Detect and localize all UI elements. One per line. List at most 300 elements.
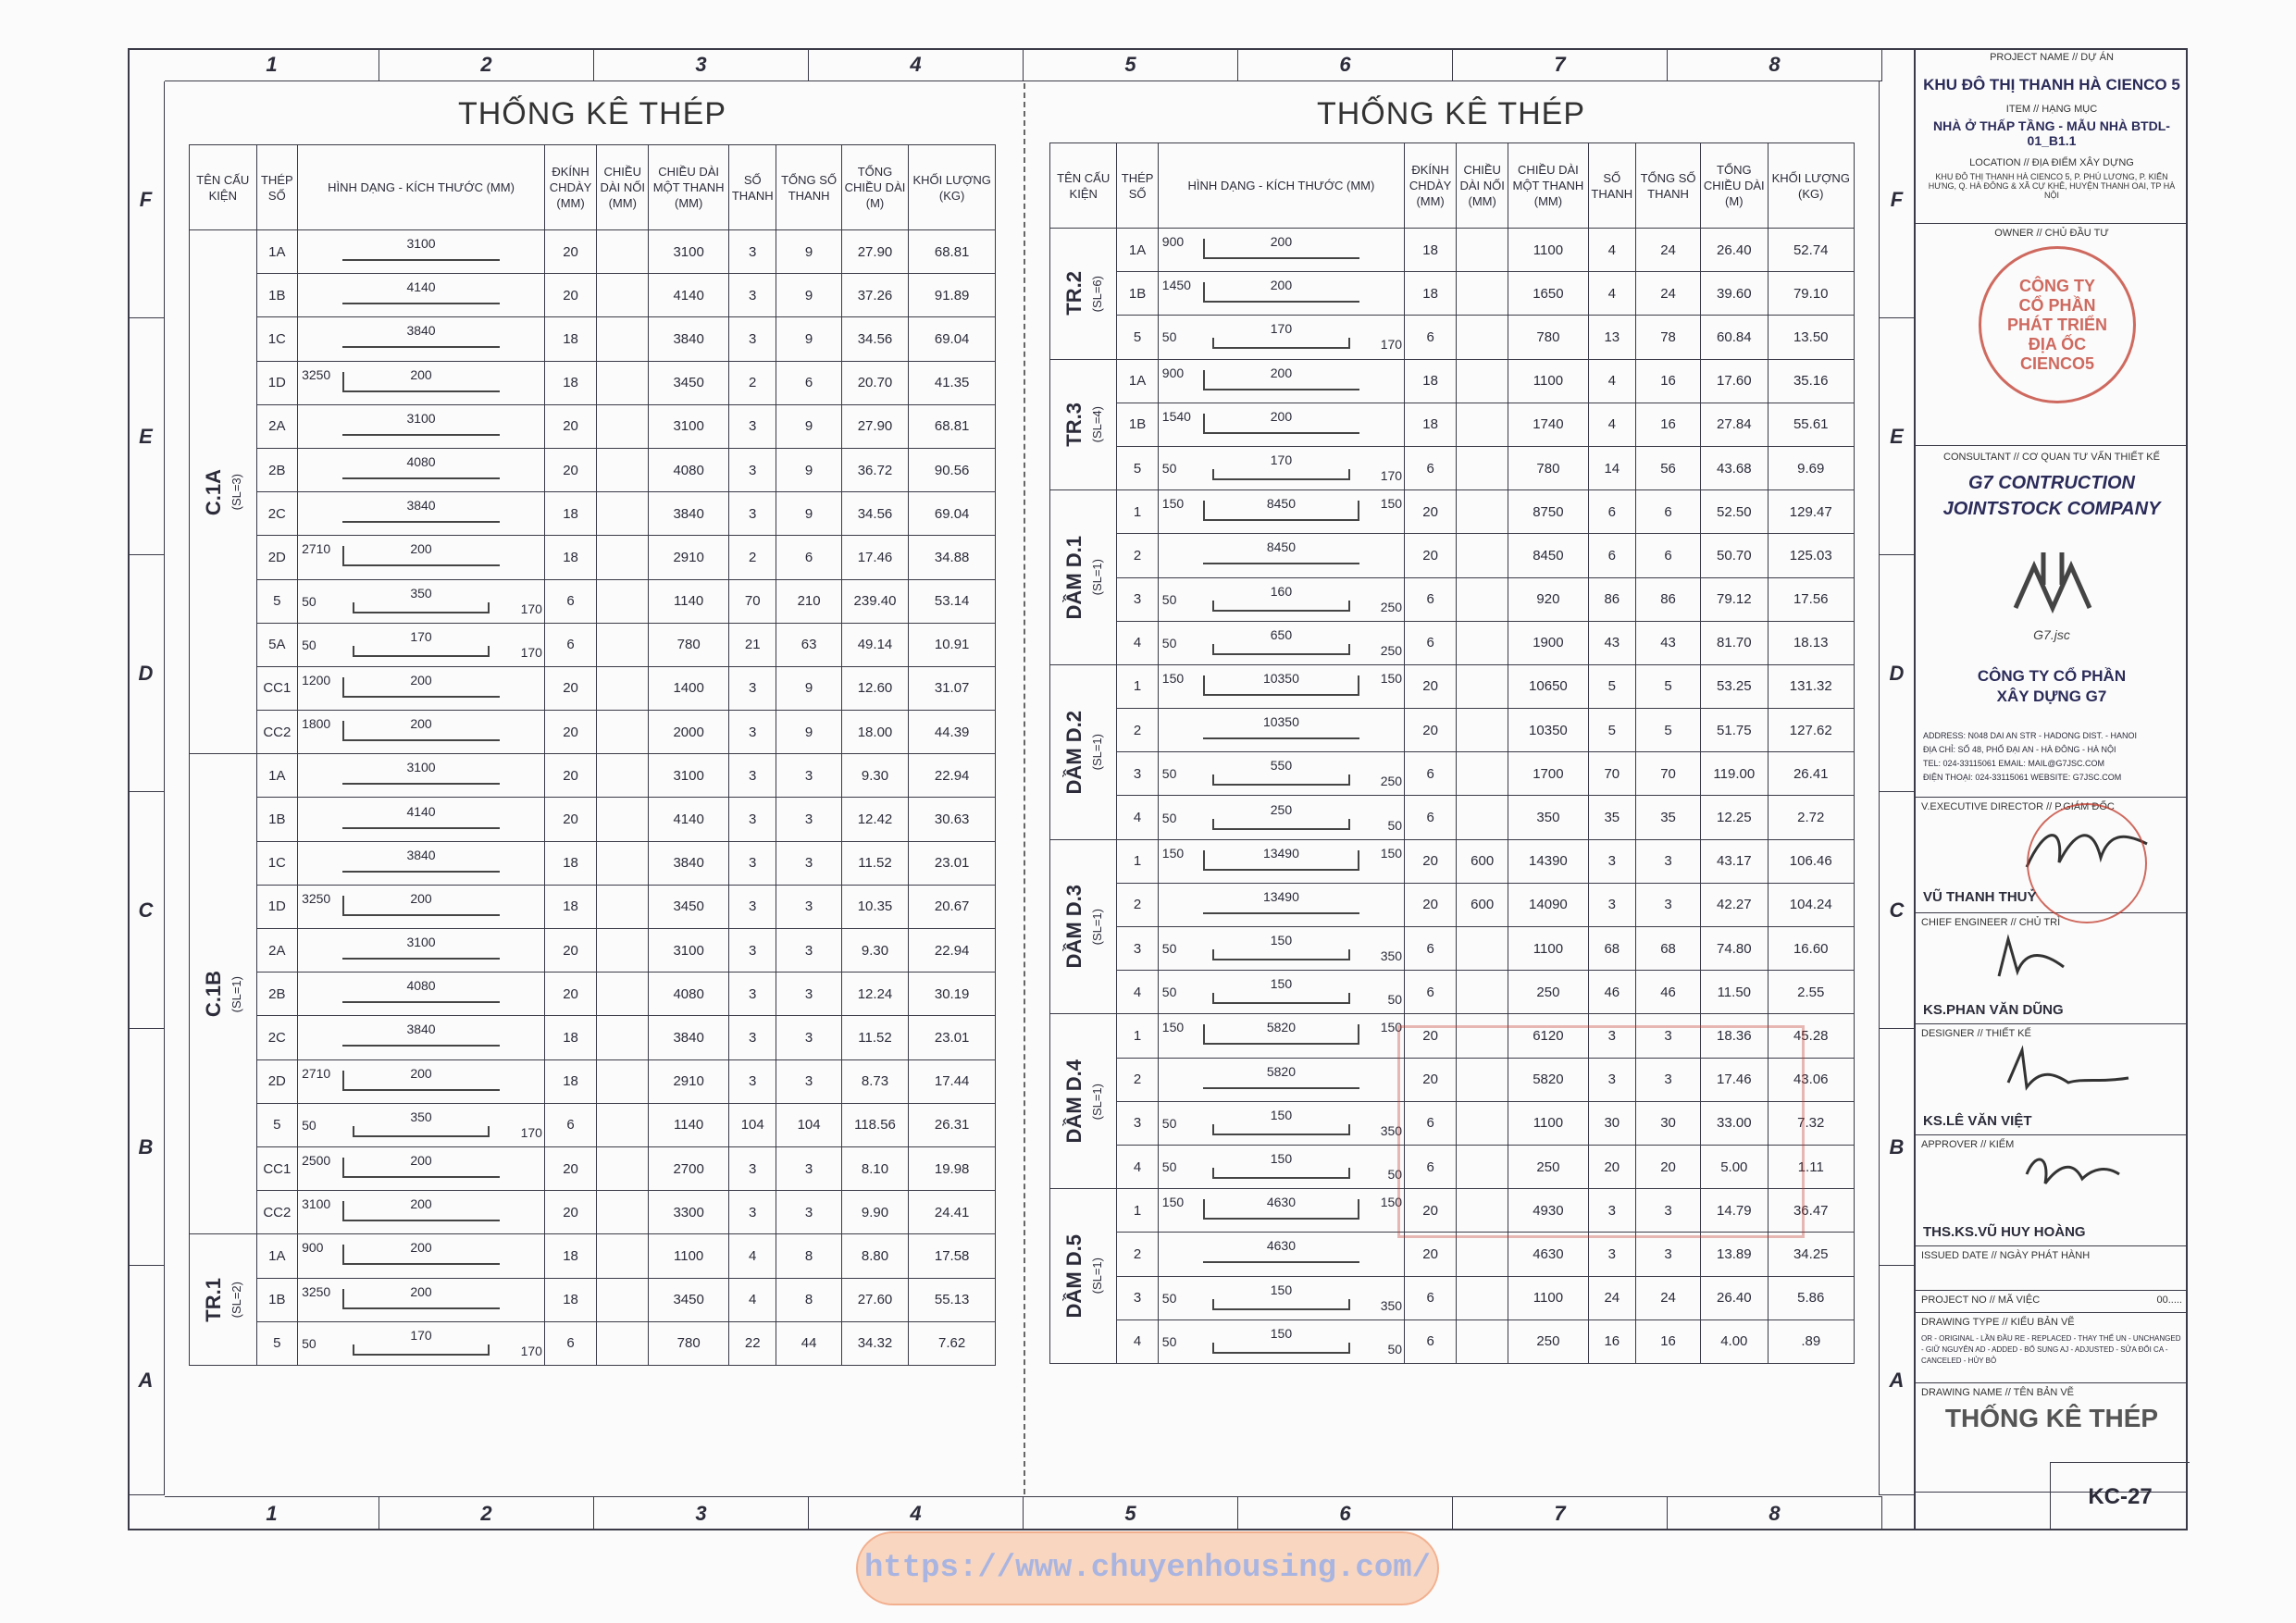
header-cell: KHỐI LƯỢNG (KG): [1768, 143, 1855, 229]
table-row: [1050, 446, 1855, 489]
bar-shape-l: 900 200: [1159, 361, 1404, 402]
diameter: 18: [544, 885, 596, 928]
member-qty: (SL=2): [230, 1281, 244, 1319]
bar-shape-cell: [1158, 839, 1404, 883]
bar-length: 780: [649, 1321, 729, 1365]
table-row: [190, 885, 996, 928]
row-grid-right: [1879, 81, 1914, 1495]
bar-number: 3: [1117, 1276, 1158, 1319]
table-row: [190, 973, 996, 1016]
owner-stamp: [1979, 246, 2136, 403]
total-length: 9.90: [841, 1191, 909, 1234]
header-cell: TÊN CẤU KIỆN: [190, 145, 257, 230]
total-bars: 30: [1636, 1101, 1701, 1145]
lap-length: [597, 754, 649, 798]
table-row: [190, 230, 996, 274]
bar-number: 2B: [256, 448, 297, 491]
total-length: 50.70: [1701, 534, 1768, 577]
bar-shape-cell: [298, 317, 545, 361]
lap-length: [597, 230, 649, 274]
bar-length: 3840: [649, 317, 729, 361]
bar-number: 1: [1117, 1189, 1158, 1233]
table-row: [1050, 577, 1855, 621]
total-length: 43.17: [1701, 839, 1768, 883]
total-length: 53.25: [1701, 664, 1768, 708]
lap-length: [597, 929, 649, 973]
bar-count: 3: [728, 798, 776, 841]
bar-count: 86: [1588, 577, 1635, 621]
table-row: [1050, 359, 1855, 403]
weight: 55.61: [1768, 403, 1855, 446]
lap-length: 600: [1457, 839, 1508, 883]
bar-length: 3840: [649, 1016, 729, 1059]
bar-number: 4: [1117, 971, 1158, 1014]
bar-shape-cell: [1158, 1189, 1404, 1233]
diameter: 20: [1405, 1014, 1457, 1058]
bar-number: 2C: [256, 492, 297, 536]
lap-length: [597, 711, 649, 754]
member-qty: (SL=1): [1090, 734, 1105, 771]
consultant-name: G7 CONTRUCTION JOINTSTOCK COMPANY: [1942, 473, 2161, 519]
header-cell: TỔNG CHIỀU DÀI (M): [1701, 143, 1768, 229]
bar-length: 780: [1508, 316, 1588, 359]
bar-count: 3: [728, 973, 776, 1016]
lap-length: [1457, 621, 1508, 664]
bar-shape-cell: [1158, 1014, 1404, 1058]
bar-count: 14: [1588, 446, 1635, 489]
lap-length: [1457, 752, 1508, 796]
bar-count: 3: [728, 1146, 776, 1190]
bar-count: 16: [1588, 1319, 1635, 1363]
total-bars: 5: [1636, 664, 1701, 708]
bar-count: 4: [1588, 359, 1635, 403]
total-length: 26.40: [1701, 229, 1768, 272]
weight: 106.46: [1768, 839, 1855, 883]
weight: 2.55: [1768, 971, 1855, 1014]
col-label: 2: [379, 48, 594, 81]
total-bars: 16: [1636, 403, 1701, 446]
watermark-url[interactable]: https://www.chuyenhousing.com/: [856, 1531, 1439, 1605]
bar-count: 3: [1588, 1233, 1635, 1276]
lap-length: [597, 885, 649, 928]
total-bars: 9: [776, 711, 841, 754]
diameter: 20: [544, 711, 596, 754]
bar-shape-cell: [1158, 316, 1404, 359]
row-grid-left: [128, 81, 165, 1495]
bar-count: 3: [1588, 839, 1635, 883]
weight: 13.50: [1768, 316, 1855, 359]
lap-length: 600: [1457, 883, 1508, 926]
bar-shape-hook: 50 550 250: [1161, 758, 1403, 789]
bar-length: 14090: [1508, 883, 1588, 926]
diameter: 20: [544, 798, 596, 841]
bar-count: 3: [1588, 1014, 1635, 1058]
bar-count: 3: [728, 274, 776, 317]
bar-shape-cell: [298, 666, 545, 710]
bar-number: 2C: [256, 1016, 297, 1059]
bar-count: 3: [1588, 1189, 1635, 1233]
bar-shape-straight: 4140: [298, 275, 544, 316]
weight: 31.07: [909, 666, 996, 710]
table-row: [190, 1103, 996, 1146]
bar-shape-cell: [1158, 1233, 1404, 1276]
member-name: DẦM D.4: [1062, 1059, 1086, 1144]
col-label: 5: [1024, 1497, 1238, 1530]
chief-label: CHIEF ENGINEER // CHỦ TRÌ: [1921, 917, 2061, 928]
diameter: 20: [1405, 490, 1457, 534]
member-name-cell: [190, 754, 257, 1234]
location-label: LOCATION // ĐỊA ĐIỂM XÂY DỰNG: [1969, 157, 2134, 168]
table-row: [190, 798, 996, 841]
total-length: 13.89: [1701, 1233, 1768, 1276]
table-row: [1050, 709, 1855, 752]
lap-length: [597, 361, 649, 404]
consultant-label: CONSULTANT // CƠ QUAN TƯ VẤN THIẾT KẾ: [1943, 452, 2160, 463]
bar-shape-straight: 5820: [1159, 1059, 1404, 1100]
bar-shape-cell: [1158, 1276, 1404, 1319]
lap-length: [597, 1016, 649, 1059]
bar-shape-cell: [298, 230, 545, 274]
member-name-cell: [1050, 1189, 1117, 1364]
bar-count: 43: [1588, 621, 1635, 664]
total-bars: 3: [776, 1059, 841, 1103]
table-row: [190, 404, 996, 448]
lap-length: [597, 579, 649, 623]
bar-shape-l: 900 200: [1159, 229, 1404, 270]
bar-number: 1C: [256, 841, 297, 885]
member-name-cell: [190, 1234, 257, 1366]
bar-count: 3: [728, 1016, 776, 1059]
bar-length: 4930: [1508, 1189, 1588, 1233]
bar-shape-straight: 4080: [298, 450, 544, 490]
member-name: C.1B: [202, 971, 226, 1018]
bar-length: 3450: [649, 1278, 729, 1321]
total-bars: 86: [1636, 577, 1701, 621]
total-bars: 8: [776, 1278, 841, 1321]
col-label: 8: [1668, 48, 1882, 81]
header-cell: TỔNG SỐ THANH: [776, 145, 841, 230]
bar-number: 4: [1117, 1145, 1158, 1188]
weight: 36.47: [1768, 1189, 1855, 1233]
total-bars: 63: [776, 623, 841, 666]
bar-shape-l: 3250 200: [298, 363, 544, 403]
bar-shape-cell: [298, 841, 545, 885]
diameter: 18: [1405, 272, 1457, 316]
col-label: 7: [1453, 1497, 1668, 1530]
bar-number: 1: [1117, 664, 1158, 708]
total-length: 9.30: [841, 754, 909, 798]
table-row: [1050, 752, 1855, 796]
bar-length: 3840: [649, 492, 729, 536]
weight: 129.47: [1768, 490, 1855, 534]
total-bars: 3: [1636, 883, 1701, 926]
weight: 23.01: [909, 1016, 996, 1059]
lap-length: [1457, 534, 1508, 577]
bar-number: 5: [1117, 446, 1158, 489]
bar-shape-hook: 50 150 50: [1161, 1325, 1403, 1357]
weight: 26.31: [909, 1103, 996, 1146]
bar-number: 5: [256, 579, 297, 623]
total-length: 39.60: [1701, 272, 1768, 316]
bar-number: 1B: [256, 798, 297, 841]
weight: 68.81: [909, 404, 996, 448]
bar-count: 24: [1588, 1276, 1635, 1319]
row-label: F: [128, 81, 164, 318]
lap-length: [1457, 927, 1508, 971]
total-bars: 3: [776, 1191, 841, 1234]
table-row: [190, 1321, 996, 1365]
member-name: DẦM D.3: [1062, 885, 1086, 969]
total-length: 34.32: [841, 1321, 909, 1365]
title-block: [1914, 48, 2188, 1530]
total-bars: 5: [1636, 709, 1701, 752]
bar-count: 30: [1588, 1101, 1635, 1145]
bar-shape-cell: [298, 1016, 545, 1059]
weight: 26.41: [1768, 752, 1855, 796]
weight: 30.19: [909, 973, 996, 1016]
bar-shape-hook: 50 250 50: [1161, 801, 1403, 833]
bar-shape-cell: [1158, 1319, 1404, 1363]
col-label: 4: [809, 1497, 1024, 1530]
weight: 69.04: [909, 492, 996, 536]
bar-shape-cell: [298, 492, 545, 536]
member-name: TR.2: [1062, 271, 1086, 316]
bar-length: 5820: [1508, 1058, 1588, 1101]
total-bars: 44: [776, 1321, 841, 1365]
header-cell: HÌNH DẠNG - KÍCH THƯỚC (MM): [1158, 143, 1404, 229]
table-row: [1050, 316, 1855, 359]
member-name: C.1A: [202, 468, 226, 515]
total-length: 18.00: [841, 711, 909, 754]
weight: 9.69: [1768, 446, 1855, 489]
total-bars: 46: [1636, 971, 1701, 1014]
weight: 34.25: [1768, 1233, 1855, 1276]
bar-number: 1A: [256, 1234, 297, 1278]
col-label: 6: [1238, 48, 1453, 81]
bar-count: 3: [728, 929, 776, 973]
weight: 17.56: [1768, 577, 1855, 621]
bar-number: CC1: [256, 1146, 297, 1190]
diameter: 6: [1405, 752, 1457, 796]
total-bars: 68: [1636, 927, 1701, 971]
bar-shape-straight: 10350: [1159, 710, 1404, 750]
bar-shape-straight: 3100: [298, 755, 544, 796]
bar-shape-cell: [298, 448, 545, 491]
bar-length: 1100: [1508, 927, 1588, 971]
total-length: 11.50: [1701, 971, 1768, 1014]
approver-signature: [2017, 1146, 2128, 1205]
total-bars: 78: [1636, 316, 1701, 359]
chief-signature: [1990, 930, 2073, 988]
bar-shape-hook: 50 150 350: [1161, 1107, 1403, 1138]
weight: 22.94: [909, 754, 996, 798]
header-cell: CHIỀU DÀI MỘT THANH (MM): [1508, 143, 1588, 229]
table-row: [190, 1146, 996, 1190]
bar-number: 3: [1117, 577, 1158, 621]
bar-shape-l: 900 200: [298, 1235, 544, 1276]
bar-shape-cell: [298, 1321, 545, 1365]
bar-count: 3: [728, 841, 776, 885]
col-label: 6: [1238, 1497, 1453, 1530]
member-qty: (SL=6): [1090, 275, 1105, 312]
bar-count: 21: [728, 623, 776, 666]
diameter: 20: [544, 1146, 596, 1190]
weight: 79.10: [1768, 272, 1855, 316]
bar-shape-cell: [298, 1278, 545, 1321]
bar-shape-u: 150 10350 150: [1159, 666, 1404, 707]
total-bars: 9: [776, 317, 841, 361]
bar-shape-cell: [1158, 664, 1404, 708]
total-bars: 3: [1636, 1189, 1701, 1233]
weight: 19.98: [909, 1146, 996, 1190]
logo-text: G7.jsc: [2033, 627, 2070, 642]
header-cell: THÉP SỐ: [256, 145, 297, 230]
total-bars: 9: [776, 230, 841, 274]
lap-length: [597, 404, 649, 448]
row-label: B: [128, 1029, 164, 1266]
header-cell: SỐ THANH: [1588, 143, 1635, 229]
bar-length: 2910: [649, 536, 729, 579]
diameter: 20: [1405, 534, 1457, 577]
total-length: 74.80: [1701, 927, 1768, 971]
table-row: [1050, 927, 1855, 971]
bar-length: 1100: [1508, 1101, 1588, 1145]
row-label: A: [1880, 1266, 1914, 1495]
bar-number: 4: [1117, 796, 1158, 839]
bar-number: 5: [256, 1321, 297, 1365]
diameter: 18: [1405, 403, 1457, 446]
table-row: [1050, 272, 1855, 316]
col-label: 1: [165, 48, 379, 81]
header-cell: CHIỀU DÀI MỘT THANH (MM): [649, 145, 729, 230]
total-bars: 9: [776, 404, 841, 448]
bar-length: 250: [1508, 1319, 1588, 1363]
total-bars: 9: [776, 492, 841, 536]
table-row: [1050, 229, 1855, 272]
weight: 20.67: [909, 885, 996, 928]
diameter: 18: [544, 841, 596, 885]
diameter: 18: [544, 1278, 596, 1321]
item-name: NHÀ Ở THẤP TẦNG - MẪU NHÀ BTDL-01_B1.1: [1933, 118, 2170, 148]
weight: 34.88: [909, 536, 996, 579]
table-row: [1050, 621, 1855, 664]
total-bars: 3: [776, 1016, 841, 1059]
member-name: TR.1: [202, 1277, 226, 1322]
total-length: 118.56: [841, 1103, 909, 1146]
bar-length: 4630: [1508, 1233, 1588, 1276]
bar-count: 35: [1588, 796, 1635, 839]
bar-length: 10350: [1508, 709, 1588, 752]
weight: 30.63: [909, 798, 996, 841]
total-bars: 24: [1636, 1276, 1701, 1319]
bar-number: 1B: [256, 1278, 297, 1321]
bar-shape-straight: 3100: [298, 930, 544, 971]
member-qty: (SL=1): [230, 975, 244, 1012]
member-qty: (SL=3): [230, 473, 244, 511]
bar-shape-u: 150 5820 150: [1159, 1015, 1404, 1056]
bar-count: 68: [1588, 927, 1635, 971]
diameter: 6: [1405, 621, 1457, 664]
drawname-label: DRAWING NAME // TÊN BẢN VẼ: [1921, 1387, 2075, 1398]
member-qty: (SL=1): [1090, 559, 1105, 596]
bar-length: 4140: [649, 274, 729, 317]
table-row: [190, 754, 996, 798]
bar-count: 20: [1588, 1145, 1635, 1188]
bar-length: 14390: [1508, 839, 1588, 883]
bar-number: 1D: [256, 885, 297, 928]
col-label: 3: [594, 1497, 809, 1530]
lap-length: [1457, 1319, 1508, 1363]
weight: 23.01: [909, 841, 996, 885]
lap-length: [1457, 796, 1508, 839]
bar-length: 4080: [649, 973, 729, 1016]
lap-length: [1457, 971, 1508, 1014]
total-bars: 3: [776, 929, 841, 973]
bar-shape-cell: [298, 1191, 545, 1234]
bar-number: 1: [1117, 839, 1158, 883]
bar-shape-cell: [1158, 403, 1404, 446]
table-row: [190, 448, 996, 491]
bar-length: 1740: [1508, 403, 1588, 446]
total-bars: 24: [1636, 229, 1701, 272]
drawtype-codes: OR - ORIGINAL - LẦN ĐẦU RE - REPLACED - THAY THẾ UN - UNCHANGED - GIỮ NGUYÊN AD - ADDED - BỔ SUNG AJ - ADJUSTED - SỬA ĐỔI CA - CANCELED - HỦY BỎ: [1921, 1334, 2181, 1365]
row-label: E: [1880, 318, 1914, 555]
bar-shape-cell: [1158, 1101, 1404, 1145]
total-length: 43.68: [1701, 446, 1768, 489]
diameter: 6: [1405, 1145, 1457, 1188]
total-bars: 43: [1636, 621, 1701, 664]
lap-length: [1457, 403, 1508, 446]
bar-length: 6120: [1508, 1014, 1588, 1058]
total-bars: 3: [1636, 1014, 1701, 1058]
bar-shape-cell: [298, 623, 545, 666]
weight: 18.13: [1768, 621, 1855, 664]
table-row: [190, 1016, 996, 1059]
weight: 91.89: [909, 274, 996, 317]
total-length: 52.50: [1701, 490, 1768, 534]
weight: 5.86: [1768, 1276, 1855, 1319]
total-bars: 9: [776, 448, 841, 491]
total-length: 34.56: [841, 317, 909, 361]
bar-shape-straight: 3840: [298, 843, 544, 884]
header-cell: KHỐI LƯỢNG (KG): [909, 145, 996, 230]
total-length: 18.36: [1701, 1014, 1768, 1058]
weight: 69.04: [909, 317, 996, 361]
total-length: 11.52: [841, 1016, 909, 1059]
total-bars: 104: [776, 1103, 841, 1146]
table-row: [190, 536, 996, 579]
left-steel-table: [189, 144, 996, 1366]
bar-shape-cell: [1158, 446, 1404, 489]
bar-count: 4: [1588, 403, 1635, 446]
total-bars: 3: [776, 885, 841, 928]
bar-count: 70: [1588, 752, 1635, 796]
row-label: E: [128, 318, 164, 555]
total-length: 12.60: [841, 666, 909, 710]
bar-shape-cell: [298, 1234, 545, 1278]
diameter: 6: [1405, 971, 1457, 1014]
bar-shape-straight: 3840: [298, 1017, 544, 1058]
bar-shape-cell: [1158, 359, 1404, 403]
bar-shape-hook: 50 170 170: [302, 628, 542, 660]
total-bars: 8: [776, 1234, 841, 1278]
total-length: 9.30: [841, 929, 909, 973]
total-length: 10.35: [841, 885, 909, 928]
diameter: 20: [544, 274, 596, 317]
bar-number: 1A: [1117, 229, 1158, 272]
bar-number: 1: [1117, 490, 1158, 534]
bar-shape-u: 150 8450 150: [1159, 491, 1404, 532]
